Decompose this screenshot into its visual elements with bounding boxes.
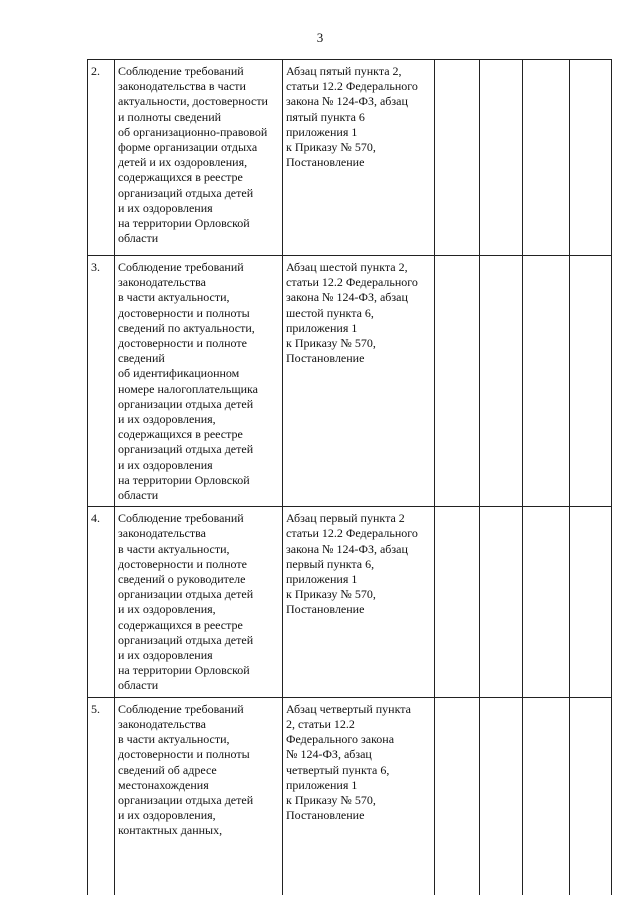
requirement-cell [115, 256, 283, 507]
empty-cell [570, 256, 612, 507]
reference-line: пятый пункта 6 [286, 109, 365, 124]
row-number: 3. [88, 256, 115, 507]
requirement-line: сведений [118, 351, 165, 366]
requirement-line: сведений по актуальности, [118, 320, 255, 335]
requirement-line: Соблюдение требований [118, 64, 244, 78]
requirement-line: организации отдыха детей [118, 587, 254, 602]
reference-line: закона № 124-ФЗ, абзац [286, 541, 408, 556]
empty-cell [523, 507, 570, 697]
reference-line: к Приказу № 570, [286, 336, 376, 351]
reference-cell [283, 507, 435, 697]
reference-line: статьи 12.2 Федерального [286, 275, 418, 290]
empty-cell [435, 697, 480, 895]
requirement-line: организаций отдыха детей [118, 632, 254, 647]
reference-line: Постановление [286, 155, 365, 170]
reference-line: приложения 1 [286, 124, 358, 139]
empty-cell [480, 60, 523, 256]
table-row [88, 256, 612, 507]
reference-line: Абзац шестой пункта 2, [286, 260, 408, 274]
requirement-line: законодательства [118, 716, 206, 731]
reference-line: приложения 1 [286, 777, 358, 792]
requirement-line: достоверности и полноте [118, 336, 247, 351]
requirement-line: организации отдыха детей [118, 792, 254, 807]
table-row [88, 507, 612, 697]
reference-line: Абзац пятый пункта 2, [286, 64, 402, 78]
empty-cell [523, 697, 570, 895]
requirement-line: содержащихся в реестре [118, 427, 243, 442]
empty-cell [570, 507, 612, 697]
requirement-line: форме организации отдыха [118, 140, 258, 155]
reference-cell [283, 60, 435, 256]
reference-line: статьи 12.2 Федерального [286, 526, 418, 541]
requirement-line: и их оздоровления [118, 457, 213, 472]
requirement-line: актуальности, достоверности [118, 94, 268, 109]
reference-line: приложения 1 [286, 572, 358, 587]
reference-line: № 124-ФЗ, абзац [286, 747, 372, 762]
requirement-line: на территории Орловской [118, 216, 250, 231]
empty-cell [435, 256, 480, 507]
reference-line: к Приказу № 570, [286, 587, 376, 602]
requirement-line: области [118, 678, 159, 693]
requirement-line: и их оздоровления, [118, 412, 216, 427]
page-number: 3 [316, 30, 324, 45]
empty-cell [435, 507, 480, 697]
reference-line: Постановление [286, 808, 365, 823]
reference-line: Постановление [286, 351, 365, 366]
requirement-cell [115, 60, 283, 256]
requirement-line: области [118, 488, 159, 503]
reference-line: Абзац первый пункта 2 [286, 511, 405, 526]
requirement-line: на территории Орловской [118, 663, 250, 678]
requirement-line: и их оздоровления [118, 200, 213, 215]
requirement-line: Соблюдение требований [118, 701, 244, 716]
requirement-line: в части актуальности, [118, 290, 230, 305]
reference-line: статьи 12.2 Федерального [286, 79, 418, 94]
empty-cell [523, 256, 570, 507]
reference-cell [283, 697, 435, 895]
requirement-line: организации отдыха детей [118, 396, 254, 411]
reference-line: к Приказу № 570, [286, 140, 376, 155]
requirement-line: детей и их оздоровления, [118, 155, 248, 170]
requirement-cell [115, 697, 283, 895]
requirement-line: и их оздоровления [118, 648, 213, 663]
empty-cell [523, 60, 570, 256]
requirement-line: достоверности и полноте [118, 556, 247, 571]
row-number: 2. [88, 60, 115, 256]
reference-line: Абзац четвертый пункта [286, 701, 411, 716]
requirement-line: организаций отдыха детей [118, 185, 254, 200]
requirement-line: организаций отдыха детей [118, 442, 254, 457]
reference-line: приложения 1 [286, 320, 358, 335]
row-number: 4. [88, 507, 115, 697]
requirement-line: об организационно-правовой [118, 124, 268, 139]
requirement-line: номере налогоплательщика [118, 381, 258, 396]
reference-line: к Приказу № 570, [286, 792, 376, 807]
requirement-line: на территории Орловской [118, 472, 250, 487]
empty-cell [480, 697, 523, 895]
requirement-line: содержащихся в реестре [118, 617, 243, 632]
requirement-line: в части актуальности, [118, 732, 230, 747]
reference-line: шестой пункта 6, [286, 305, 374, 320]
reference-line: Постановление [286, 602, 365, 617]
requirement-line: и их оздоровления, [118, 602, 216, 617]
empty-cell [480, 507, 523, 697]
reference-cell [283, 256, 435, 507]
table-row [88, 60, 612, 256]
reference-line: закона № 124-ФЗ, абзац [286, 94, 408, 109]
empty-cell [480, 256, 523, 507]
checklist-table [87, 59, 612, 895]
empty-cell [570, 697, 612, 895]
requirement-line: и их оздоровления, [118, 808, 216, 823]
reference-line: четвертый пункта 6, [286, 762, 390, 777]
row-number: 5. [88, 697, 115, 895]
requirement-line: местонахождения [118, 777, 209, 792]
requirement-cell [115, 507, 283, 697]
requirement-line: законодательства в части [118, 79, 246, 94]
requirement-line: сведений о руководителе [118, 572, 246, 587]
requirement-line: законодательства [118, 275, 206, 290]
requirement-line: и полноты сведений [118, 109, 222, 124]
reference-line: первый пункта 6, [286, 556, 375, 571]
table-row [88, 697, 612, 895]
requirement-line: Соблюдение требований [118, 260, 244, 274]
empty-cell [570, 60, 612, 256]
requirement-line: достоверности и полноты [118, 305, 250, 320]
requirement-line: достоверности и полноты [118, 747, 250, 762]
reference-line: Федерального закона [286, 732, 395, 747]
requirement-line: сведений об адресе [118, 762, 217, 777]
requirement-line: области [118, 231, 159, 246]
reference-line: 2, статьи 12.2 [286, 716, 355, 731]
requirement-line: об идентификационном [118, 366, 240, 381]
reference-line: закона № 124-ФЗ, абзац [286, 290, 408, 305]
requirement-line: содержащихся в реестре [118, 170, 243, 185]
requirement-line: Соблюдение требований [118, 511, 244, 526]
requirement-line: законодательства [118, 526, 206, 541]
requirement-line: в части актуальности, [118, 541, 230, 556]
empty-cell [435, 60, 480, 256]
requirement-line: контактных данных, [118, 823, 223, 838]
